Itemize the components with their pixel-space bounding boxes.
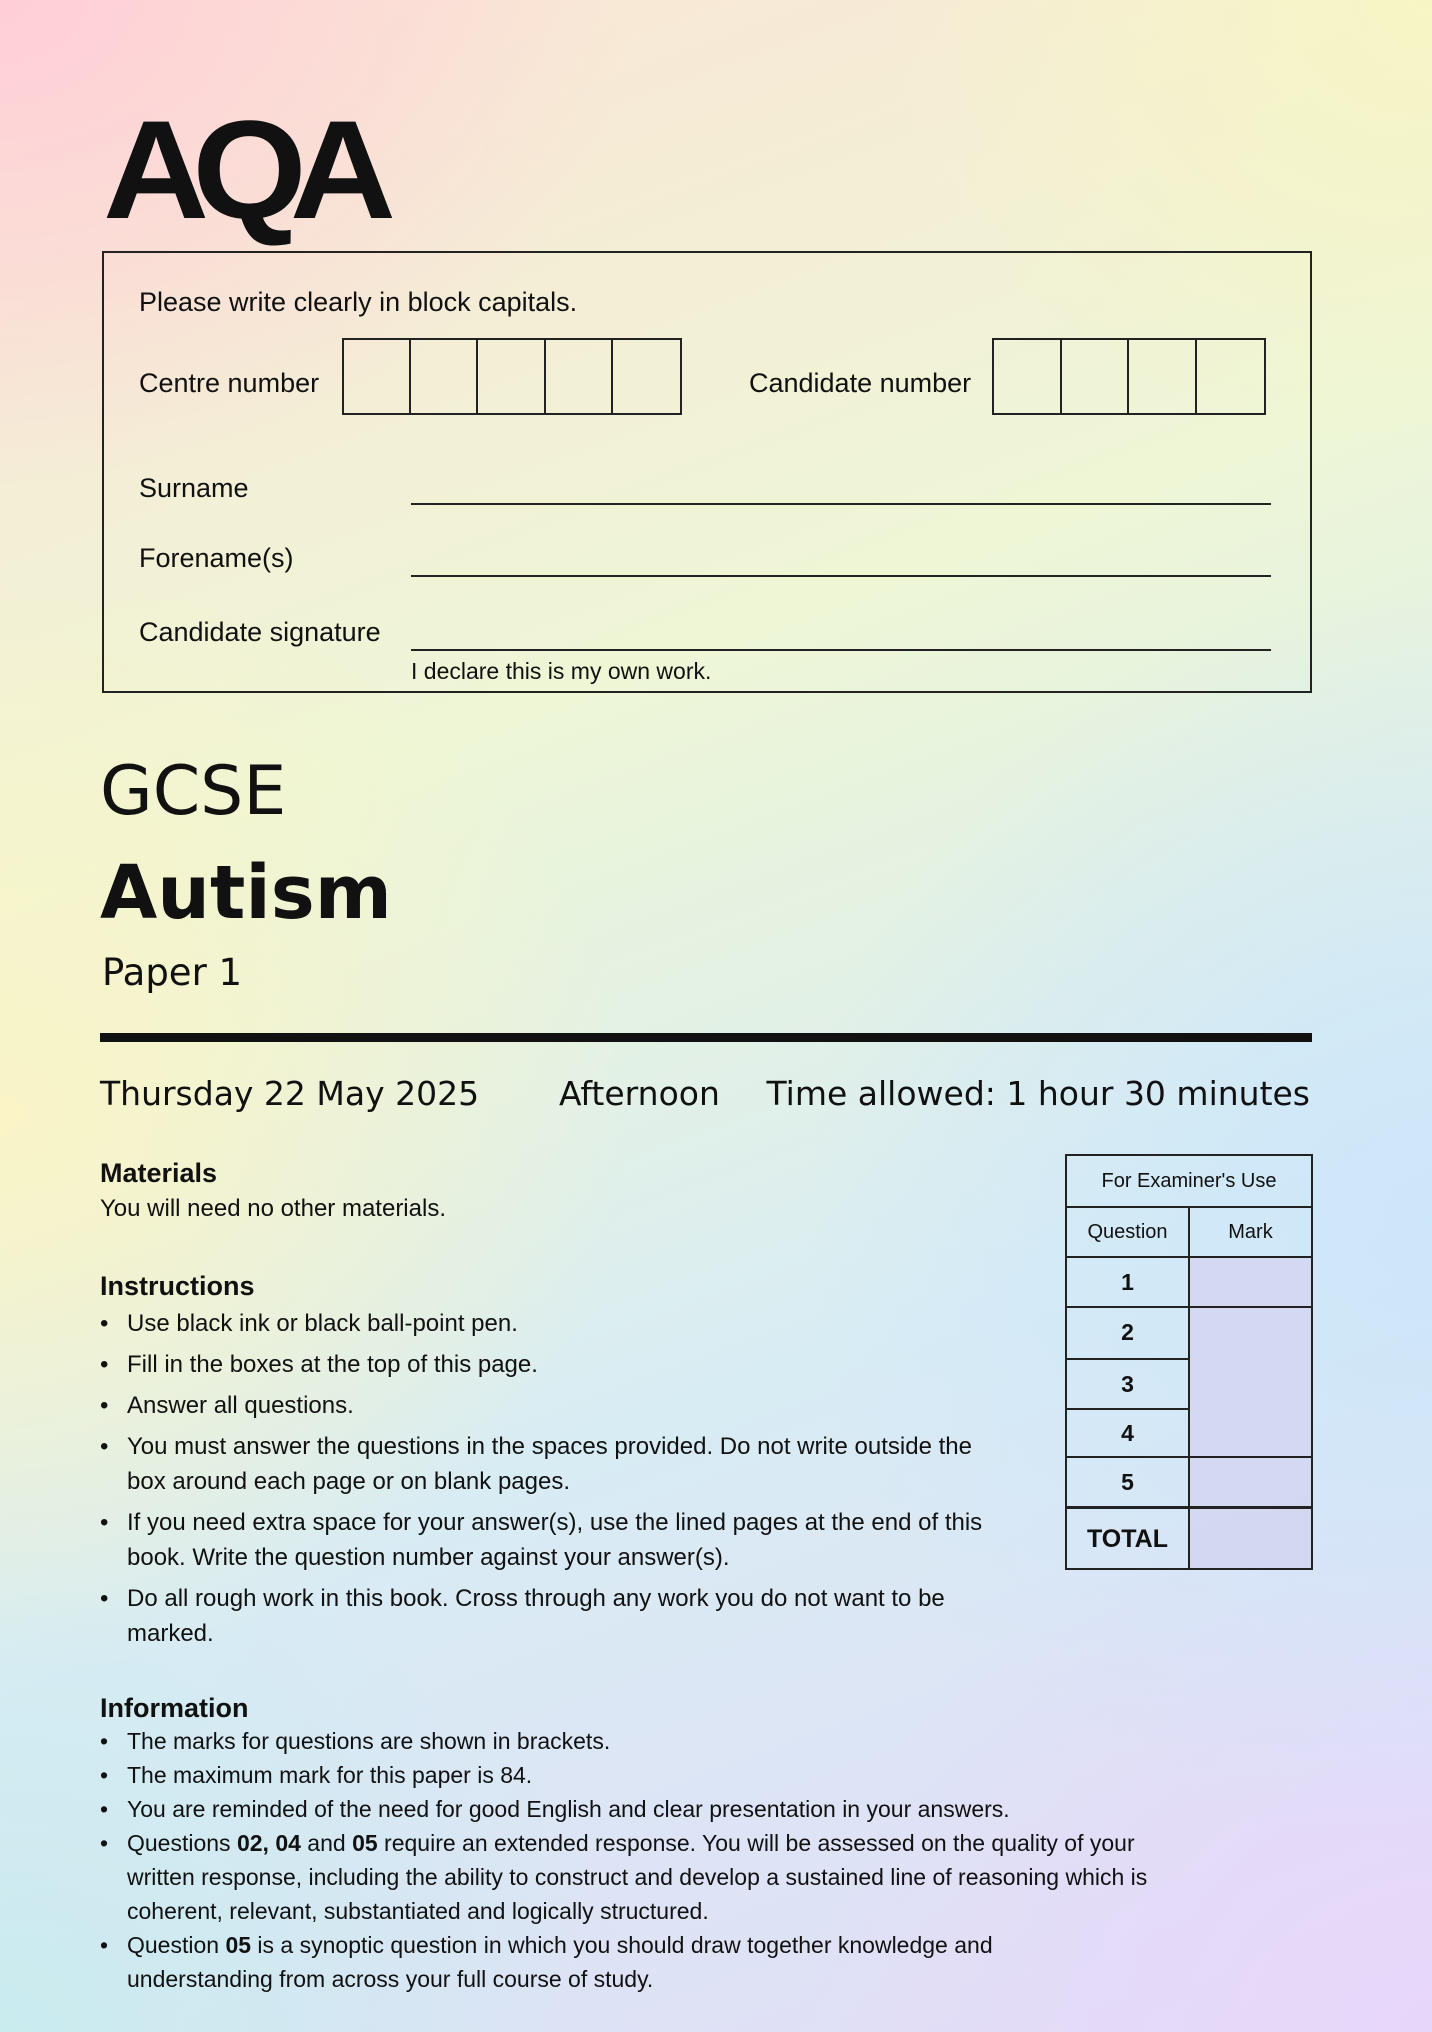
total-label: TOTAL <box>1067 1509 1190 1568</box>
exam-session: Afternoon <box>559 1074 720 1113</box>
materials-section <box>100 1158 1000 1226</box>
candidate-number-label: Candidate number <box>749 368 972 398</box>
extended-questions-b: 05 <box>352 1830 378 1856</box>
centre-number-label: Centre number <box>139 368 320 398</box>
question-column-header: Question <box>1067 1208 1190 1256</box>
instructions-heading: Instructions <box>100 1271 255 1301</box>
mark-column-header: Mark <box>1228 1221 1273 1243</box>
surname-label: Surname <box>139 473 249 503</box>
total-mark-cell[interactable] <box>1190 1509 1311 1568</box>
question-number-cell: 5 <box>1067 1458 1190 1506</box>
extended-questions-a: 02, 04 <box>236 1830 301 1856</box>
subject-title: Autism <box>100 850 392 936</box>
instruction-item: • Use black ink or black ball-point pen. <box>100 1306 1010 1341</box>
forenames-field[interactable] <box>411 575 1271 577</box>
extended-suffix: require an extended response. You will be assessed on the quality of your written response, including the ability to construct and develop a sustained line of reasoning which is coherent, relevant, substantiated and logically structured. <box>127 1830 1148 1924</box>
signature-label: Candidate signature <box>139 617 381 647</box>
centre-number-field[interactable] <box>342 338 682 415</box>
instructions-section <box>100 1271 1010 1651</box>
heading-divider <box>100 1033 1312 1042</box>
time-allowed: Time allowed: 1 hour 30 minutes <box>766 1074 1310 1113</box>
instruction-item: • You must answer the questions in the spaces provided. Do not write outside the box around each page or on blank pages. <box>100 1429 1007 1499</box>
question-number-cell: 3 <box>1067 1358 1188 1408</box>
materials-heading: Materials <box>100 1158 218 1188</box>
forenames-label: Forename(s) <box>139 543 294 573</box>
information-item: • The marks for questions are shown in brackets. <box>100 1724 1220 1758</box>
exam-date: Thursday 22 May 2025 <box>100 1074 480 1113</box>
extended-mid: and <box>300 1830 353 1856</box>
information-item: • The maximum mark for this paper is 84. <box>100 1758 1220 1792</box>
synoptic-question: 05 <box>225 1932 252 1958</box>
mark-cell-merged[interactable] <box>1190 1308 1311 1456</box>
candidate-number-field[interactable] <box>992 338 1266 415</box>
question-number-cell: 2 <box>1121 1319 1134 1345</box>
information-list <box>100 1724 1220 1996</box>
declaration-text: I declare this is my own work. <box>411 658 712 684</box>
materials-text: You will need no other materials. <box>100 1195 446 1222</box>
candidate-details-box <box>102 251 1312 693</box>
examiner-table-title: For Examiner's Use <box>1101 1170 1277 1192</box>
question-number-group <box>1067 1308 1190 1456</box>
mark-cell[interactable] <box>1190 1458 1311 1506</box>
synoptic-prefix: Question <box>127 1932 226 1958</box>
block-capitals-instruction: Please write clearly in block capitals. <box>139 287 578 317</box>
mark-cell[interactable] <box>1190 1258 1311 1306</box>
examiner-use-table <box>1065 1154 1313 1570</box>
extended-prefix: Questions <box>127 1830 237 1856</box>
centre-number-digit-box[interactable] <box>344 340 411 413</box>
candidate-number-digit-box[interactable] <box>1062 340 1130 413</box>
centre-number-digit-box[interactable] <box>613 340 680 413</box>
centre-number-digit-box[interactable] <box>411 340 478 413</box>
paper-number: Paper 1 <box>102 951 243 994</box>
candidate-number-digit-box[interactable] <box>1129 340 1197 413</box>
instruction-item: • Answer all questions. <box>100 1388 1010 1423</box>
synoptic-suffix: is a synoptic question in which you should draw together knowledge and understanding from across your full course of study. <box>127 1932 993 1992</box>
instruction-item: • Do all rough work in this book. Cross through any work you do not want to be marked. <box>100 1581 1007 1651</box>
instruction-item: • Fill in the boxes at the top of this page. <box>100 1347 1010 1382</box>
instruction-item: • If you need extra space for your answer(s), use the lined pages at the end of this book. Write the question number against your answer(s). <box>100 1505 1007 1575</box>
candidate-number-digit-box[interactable] <box>1197 340 1264 413</box>
question-number-cell: 1 <box>1067 1258 1190 1306</box>
information-item-synoptic <box>100 1928 1107 1996</box>
signature-field[interactable] <box>411 649 1271 651</box>
aqa-logo: AQA <box>103 91 380 248</box>
qualification-title: GCSE <box>100 752 287 831</box>
information-item-extended <box>100 1826 1207 1928</box>
centre-number-digit-box[interactable] <box>546 340 613 413</box>
surname-field[interactable] <box>411 503 1271 505</box>
information-item: • You are reminded of the need for good English and clear presentation in your answers. <box>100 1792 1220 1826</box>
instructions-list <box>100 1306 1010 1651</box>
merged-mark-group <box>1067 1306 1311 1456</box>
information-section <box>100 1693 1220 1996</box>
information-heading: Information <box>100 1693 249 1723</box>
centre-number-digit-box[interactable] <box>478 340 545 413</box>
candidate-number-digit-box[interactable] <box>994 340 1062 413</box>
question-number-cell: 4 <box>1067 1408 1188 1456</box>
